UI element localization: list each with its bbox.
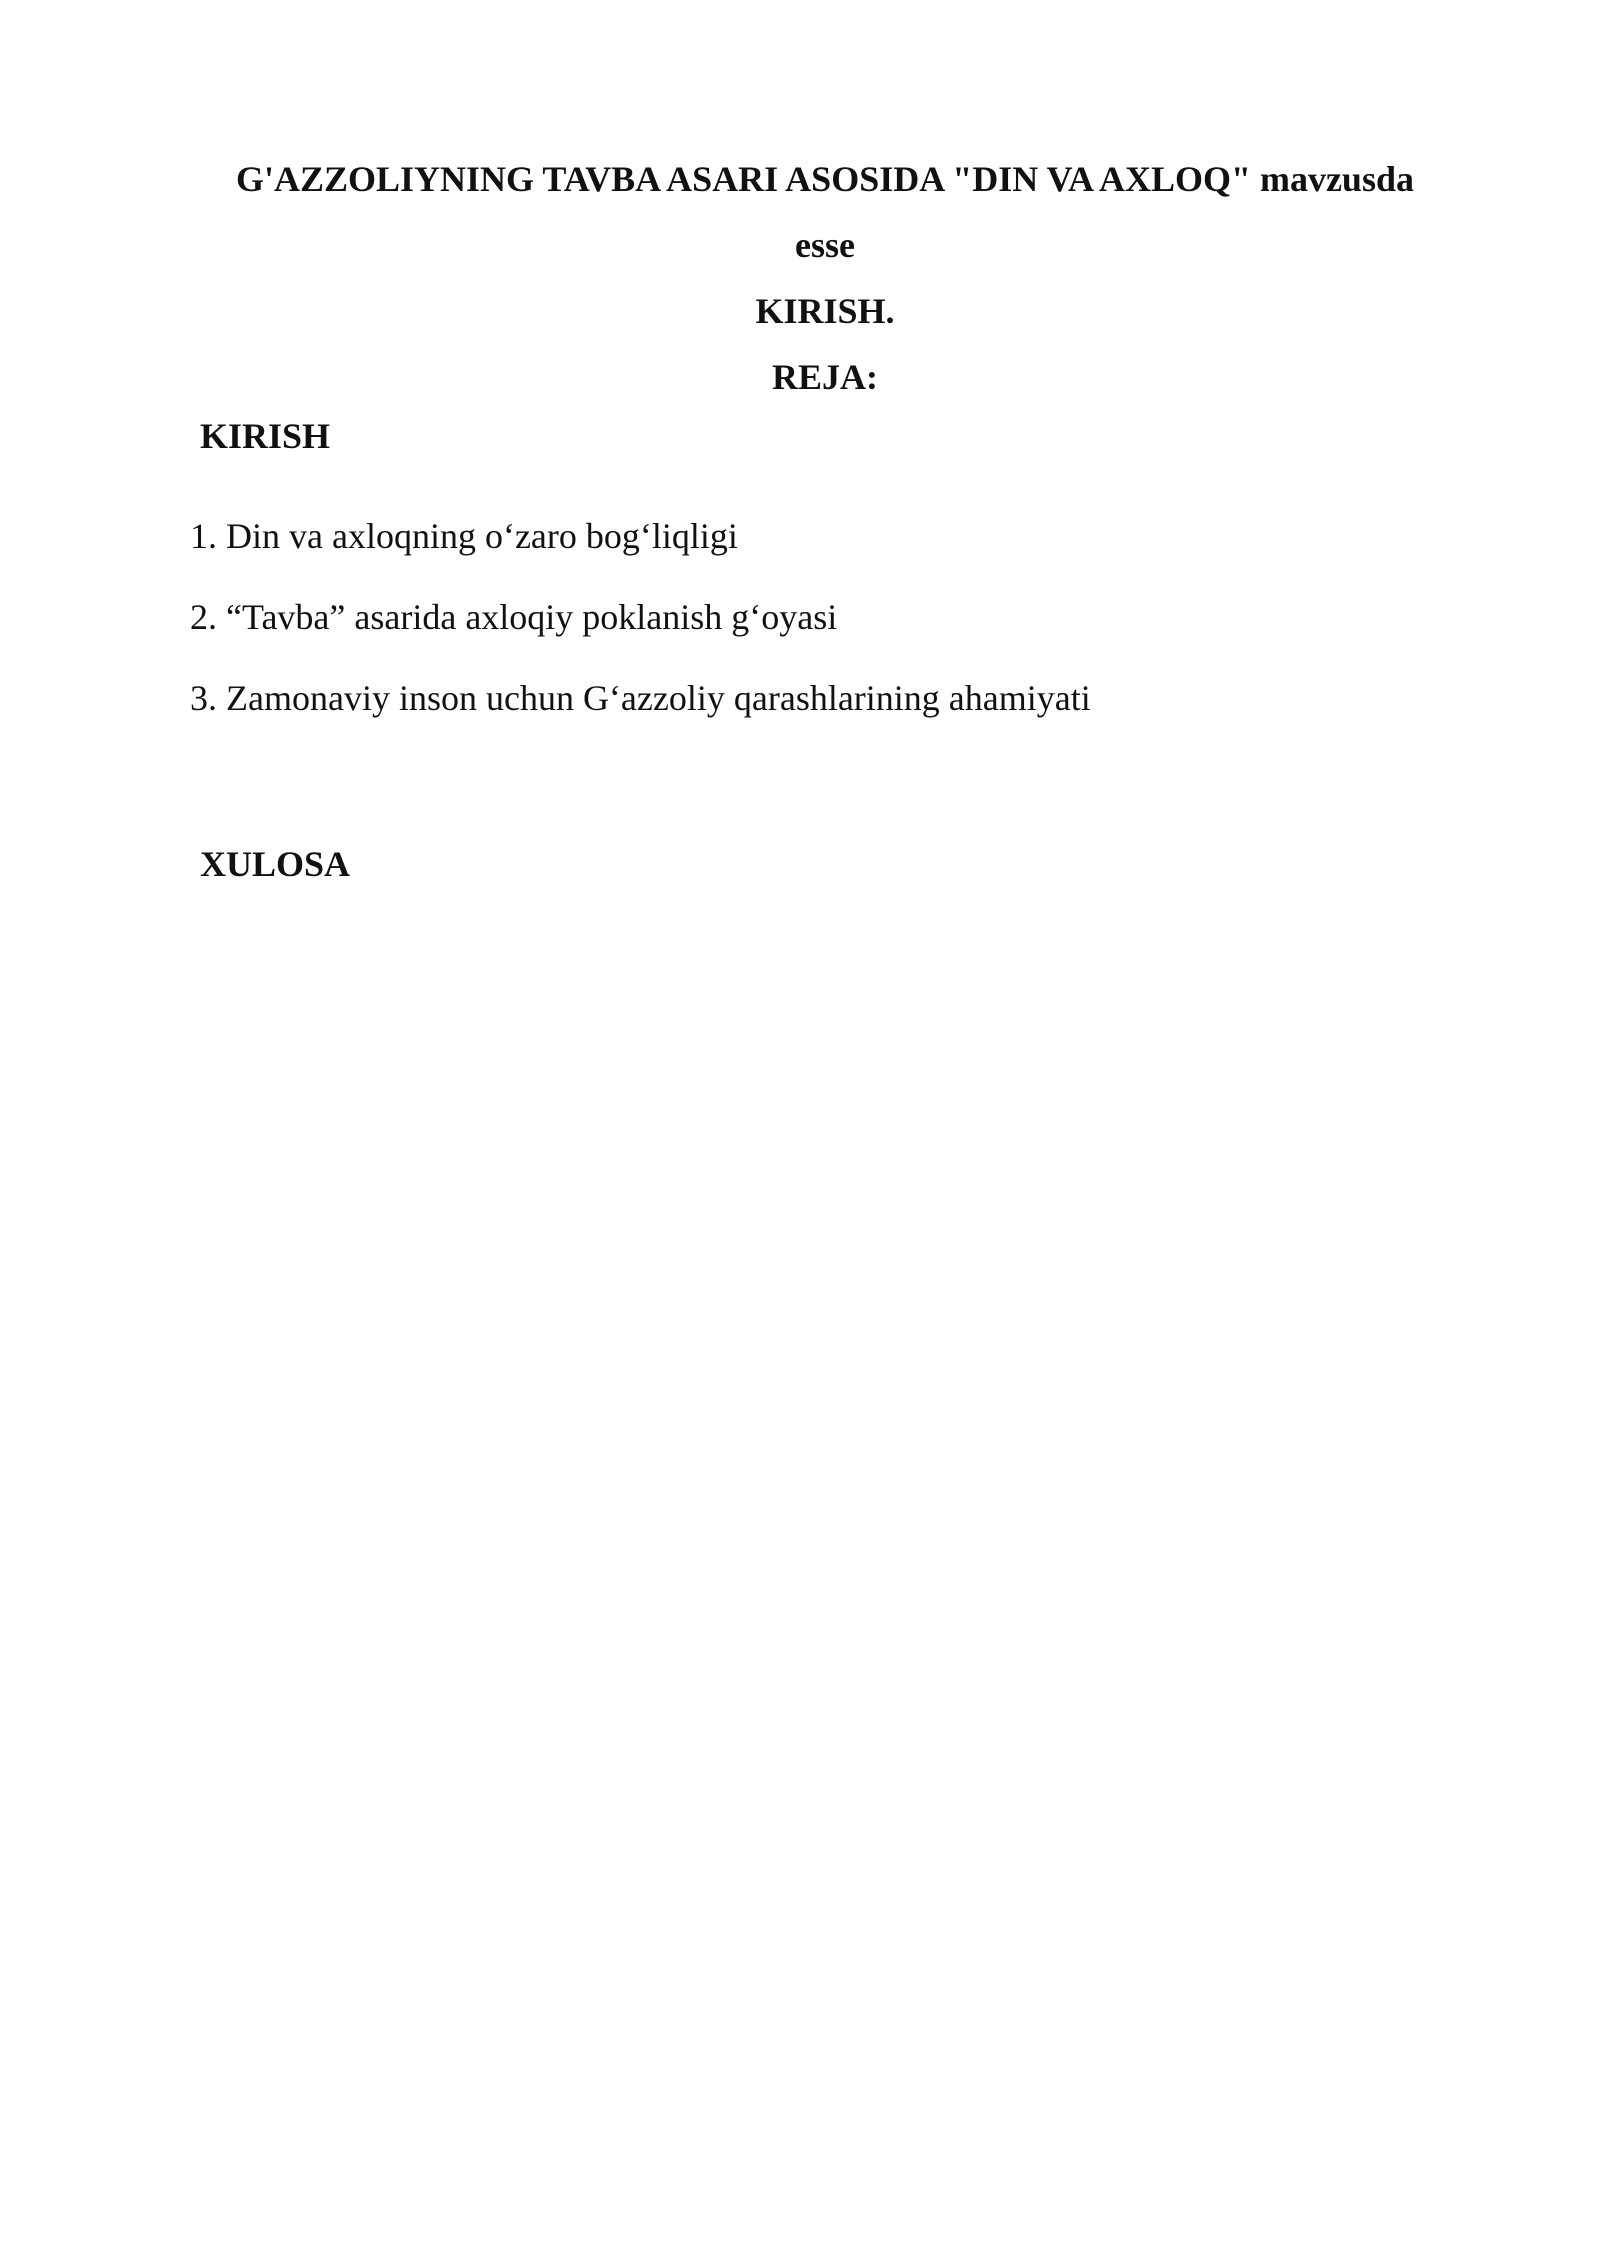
document-title-subtitle: esse (795, 225, 855, 265)
plan-item: 2. “Tavba” asarida axloqiy poklanish g‘oyasi (190, 597, 838, 637)
plan-list (190, 514, 1091, 757)
document-title: G'AZZOLIYNING TAVBA ASARI ASOSIDA "DIN VA AXLOQ" mavzusda (236, 159, 1414, 199)
section-heading-kirish: KIRISH. (755, 291, 895, 331)
plan-item: 1. Din va axloqning o‘zaro bog‘liqligi (190, 516, 738, 556)
plan-item: 3. Zamonaviy inson uchun G‘azzoliy qarashlarining ahamiyati (190, 678, 1091, 718)
intro-heading: KIRISH (200, 416, 331, 456)
conclusion-heading: XULOSA (200, 844, 351, 884)
plan-heading: REJA: (772, 357, 878, 397)
title-block (190, 146, 1460, 410)
